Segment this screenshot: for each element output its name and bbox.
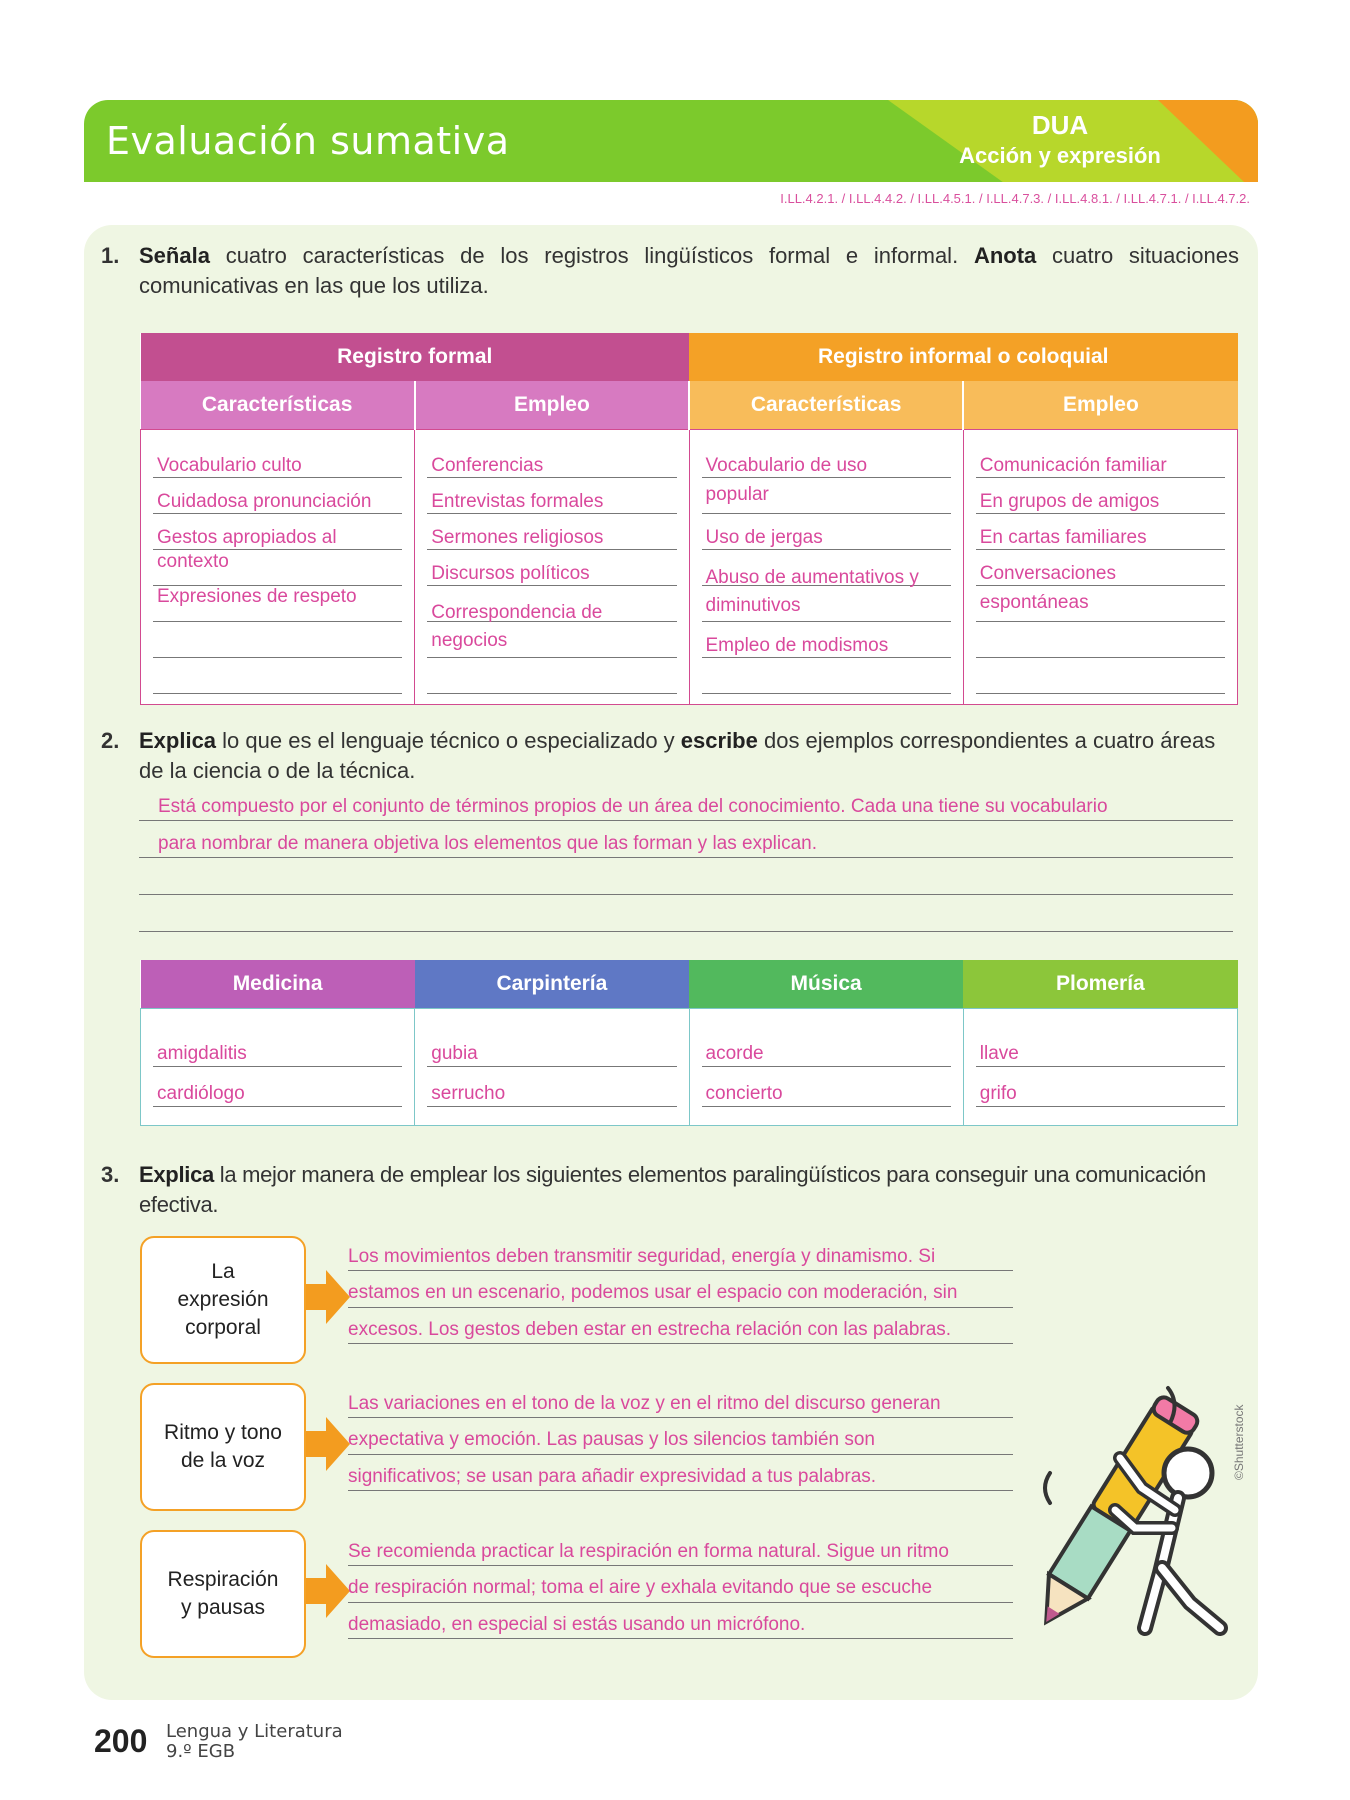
answer-text: Vocabulario de uso — [705, 454, 868, 476]
subheader: Empleo — [963, 381, 1237, 429]
answer-text: serrucho — [431, 1082, 506, 1104]
page-number: 200 — [94, 1723, 148, 1759]
answer-line: de respiración normal; toma el aire y exhala evitando que se escuche — [348, 1577, 933, 1598]
column-informal-characteristics — [689, 429, 963, 704]
answer-line: Está compuesto por el conjunto de términos propios de un área del conocimiento. Cada una tiene su vocabulario — [158, 796, 1108, 817]
area-carpinteria: Carpintería — [415, 960, 689, 1008]
subheader: Características — [141, 381, 415, 429]
answer-paragraph — [348, 1535, 1013, 1655]
dua-badge — [950, 110, 1170, 169]
dua-title: DUA — [1031, 110, 1089, 140]
answer-text: Vocabulario culto — [157, 454, 302, 476]
label-line: de la voz — [180, 1449, 266, 1472]
verb: Señala — [139, 243, 210, 268]
grade-level: 9.º EGB — [166, 1741, 236, 1762]
question-text — [139, 241, 1239, 301]
answer-line: excesos. Los gestos deben estar en estrecha relación con las palabras. — [348, 1319, 952, 1340]
answer-line: Los movimientos deben transmitir seguridad, energía y dinamismo. Si — [348, 1246, 936, 1267]
image-credit — [1232, 1388, 1246, 1488]
answer-line: expectativa y emoción. Las pausas y los silencios también son — [348, 1429, 875, 1450]
answer-line: Las variaciones en el tono de la voz y en el ritmo del discurso generan — [348, 1393, 941, 1414]
verb: Explica — [139, 728, 217, 753]
label-line: corporal — [185, 1316, 261, 1339]
question-number: 1. — [101, 243, 120, 268]
label-line: La — [211, 1260, 235, 1283]
answer-text: Cuidadosa pronunciación — [157, 490, 372, 512]
subject-name: Lengua y Literatura — [166, 1721, 343, 1742]
footer-subject — [166, 1722, 343, 1762]
answer-text: espontáneas — [979, 591, 1089, 613]
answer-text: acorde — [705, 1042, 764, 1064]
column-formal-characteristics — [141, 429, 415, 704]
label-box-rhythm-tone — [140, 1383, 306, 1511]
answer-text: Conferencias — [431, 454, 544, 476]
question-1 — [101, 241, 1239, 303]
header-formal: Registro formal — [141, 333, 690, 381]
verb: escribe — [680, 728, 758, 753]
answer-text: grifo — [979, 1082, 1017, 1104]
answer-text: Discursos políticos — [431, 562, 590, 584]
answer-text: Abuso de aumentativos y — [705, 566, 919, 588]
label-line: expresión — [177, 1288, 269, 1311]
answer-text: Gestos apropiados al — [157, 526, 337, 548]
question-text — [139, 1160, 1239, 1220]
answer-text: negocios — [431, 629, 508, 651]
arrow-right-icon — [306, 1417, 350, 1471]
answer-paragraph — [348, 1240, 1013, 1360]
answer-text: cardiólogo — [157, 1082, 245, 1104]
label-line: Ritmo y tono — [164, 1421, 282, 1444]
header-band — [84, 100, 1258, 182]
text-part: lo que es el lenguaje técnico o especializado y — [216, 728, 681, 753]
answer-text: contexto — [157, 550, 229, 572]
label-line: y pausas — [180, 1596, 266, 1619]
answer-line: significativos; se usan para añadir expresividad a tus palabras. — [348, 1466, 877, 1487]
answer-text: Conversaciones — [979, 562, 1116, 584]
text-part: cuatro características de los registros lingüísticos formal e informal. — [209, 243, 974, 268]
area-medicina: Medicina — [141, 960, 415, 1008]
text-part: la mejor manera de emplear los siguientes elementos paralingüísticos para conseguir una comunicación efectiva. — [139, 1162, 1206, 1217]
answer-line: estamos en un escenario, podemos usar el espacio con moderación, sin — [348, 1282, 958, 1303]
label-box-body-language — [140, 1236, 306, 1364]
area-plomeria: Plomería — [963, 960, 1237, 1008]
indicator-codes: I.LL.4.2.1. / I.LL.4.4.2. / I.LL.4.5.1. / I.LL.4.7.3. / I.LL.4.8.1. / I.LL.4.7.1. / I.LL.4.7.2. — [780, 191, 1250, 206]
subheader: Empleo — [415, 381, 689, 429]
text-part: dos ejemplos correspondientes a cuatro áreas de la ciencia o de la técnica. — [139, 728, 1216, 783]
answer-text: diminutivos — [705, 594, 801, 616]
answer-text: llave — [979, 1042, 1019, 1064]
answer-text: Empleo de modismos — [705, 634, 889, 656]
area-words — [689, 1008, 963, 1125]
label-box-breathing — [140, 1530, 306, 1658]
arrow-right-icon — [306, 1564, 350, 1618]
answer-line: demasiado, en especial si estás usando un micrófono. — [348, 1614, 806, 1635]
answer-text: En grupos de amigos — [979, 490, 1160, 512]
answer-text: Expresiones de respeto — [157, 585, 357, 607]
area-words — [963, 1008, 1237, 1125]
question-number: 2. — [101, 728, 120, 753]
area-musica: Música — [689, 960, 963, 1008]
answer-text: Entrevistas formales — [431, 490, 604, 512]
label-line: Respiración — [167, 1568, 279, 1591]
page-title: Evaluación sumativa — [106, 119, 510, 163]
answer-text: En cartas familiares — [979, 526, 1147, 548]
registers-table — [140, 333, 1238, 705]
answer-text: Sermones religiosos — [431, 526, 604, 548]
column-informal-usage — [963, 429, 1237, 704]
verb: Anota — [973, 243, 1037, 268]
area-words — [141, 1008, 415, 1125]
answer-text: Comunicación familiar — [979, 454, 1167, 476]
answer-text: concierto — [705, 1082, 783, 1104]
verb: Explica — [139, 1162, 214, 1187]
question-2 — [101, 726, 1239, 788]
arrow-right-icon — [306, 1270, 350, 1324]
answer-text: Correspondencia de — [431, 601, 603, 623]
answer-lines — [139, 790, 1233, 930]
technical-areas-table — [140, 960, 1238, 1126]
question-3 — [101, 1160, 1239, 1222]
answer-text: gubia — [431, 1042, 478, 1064]
answer-text: popular — [705, 483, 769, 505]
dua-subtitle: Acción y expresión — [959, 143, 1161, 168]
answer-line: para nombrar de manera objetiva los elementos que las forman y las explican. — [158, 833, 818, 854]
header-informal: Registro informal o coloquial — [689, 333, 1238, 381]
column-formal-usage — [415, 429, 689, 704]
credit-text: ©Shutterstock — [1232, 1404, 1246, 1480]
answer-line: Se recomienda practicar la respiración en forma natural. Sigue un ritmo — [348, 1541, 949, 1562]
text-part: cuatro situaciones comunicativas en las que los utiliza. — [139, 243, 1239, 298]
answer-text: Uso de jergas — [705, 526, 823, 548]
question-number: 3. — [101, 1162, 120, 1187]
answer-paragraph — [348, 1387, 1013, 1507]
area-words — [415, 1008, 689, 1125]
pencil-figure-illustration — [1010, 1378, 1250, 1648]
question-text — [139, 726, 1239, 786]
answer-text: amigdalitis — [157, 1042, 247, 1064]
subheader: Características — [689, 381, 963, 429]
